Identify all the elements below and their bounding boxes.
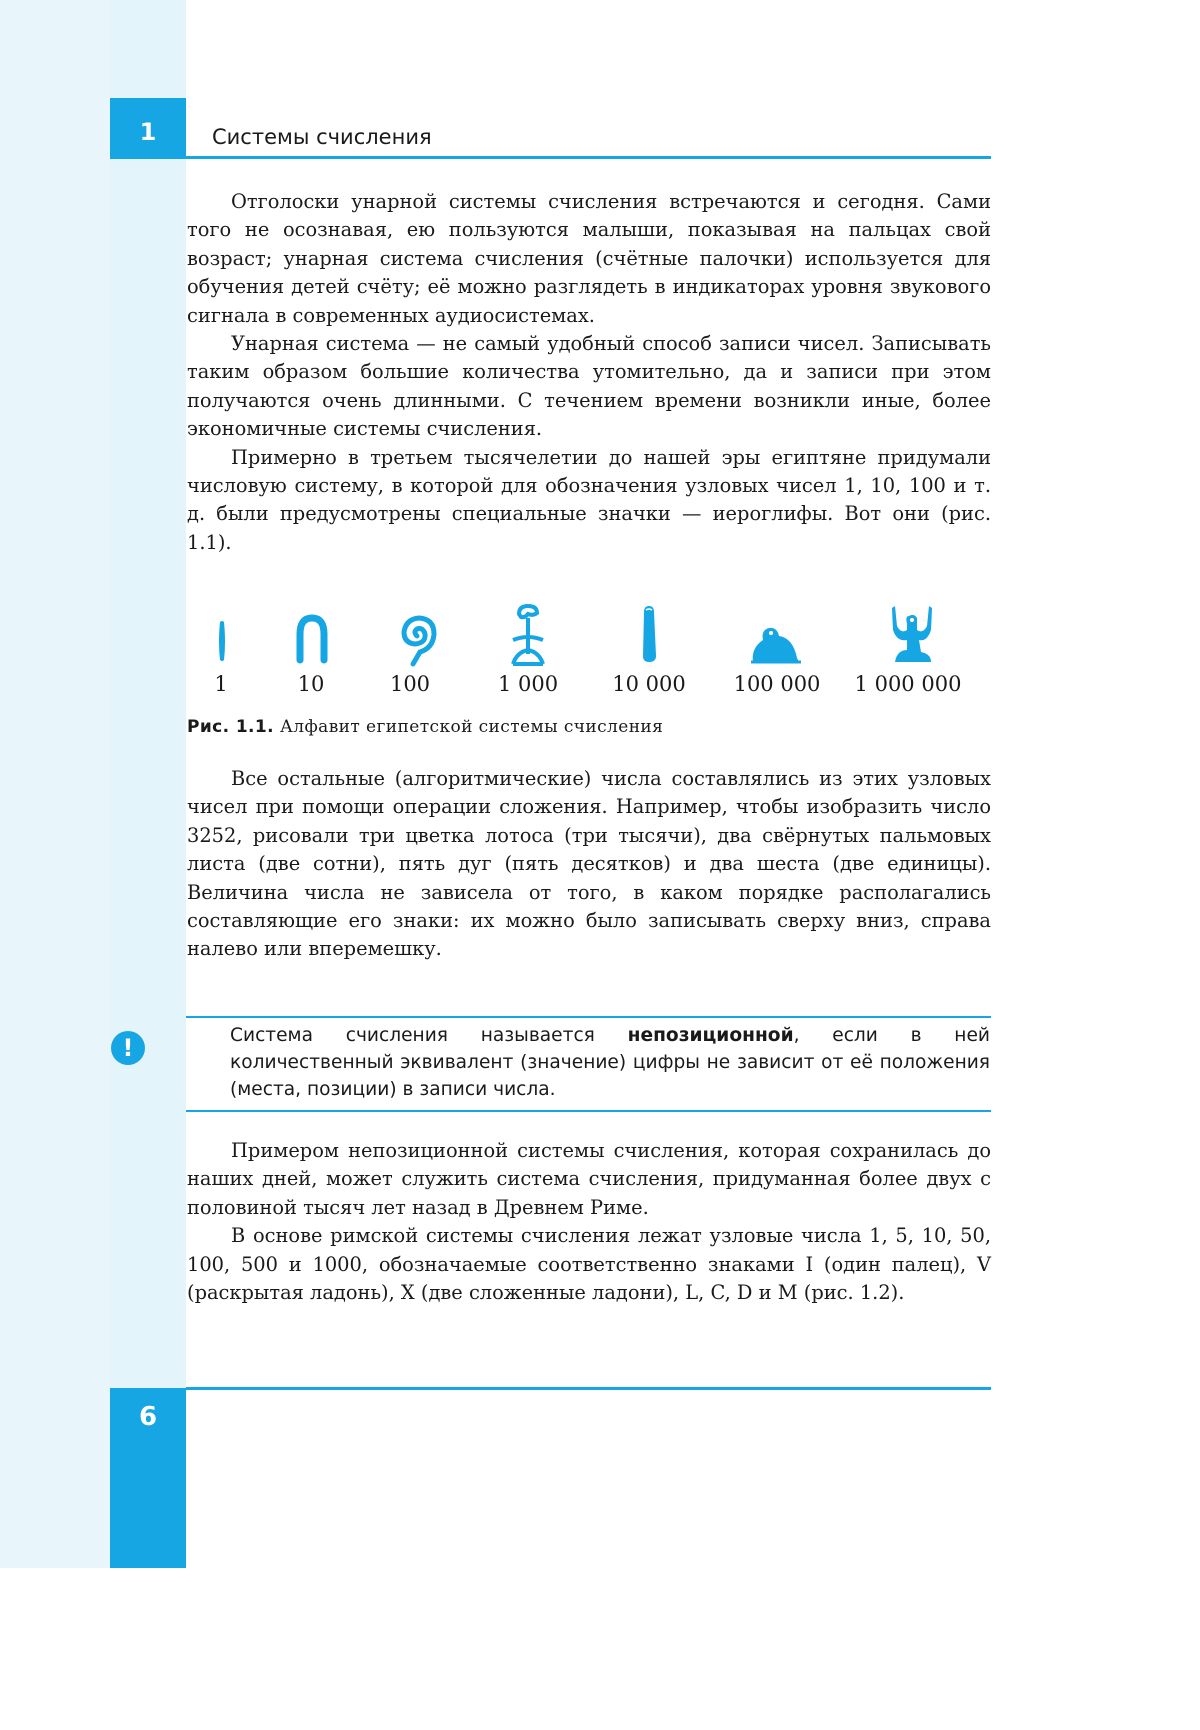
exclamation-icon: !	[111, 1031, 145, 1065]
frog-hieroglyph-icon	[747, 600, 803, 670]
caption-label: Рис. 1.1.	[187, 717, 274, 737]
page-outer-margin	[0, 0, 110, 1568]
paragraph: Примером непозиционной системы счисления, которая сохранилась до наших дней, может служить система счисления, придуманная более двух с половиной тысяч лет назад в Древнем Риме.	[187, 1139, 991, 1219]
arch-hieroglyph-icon	[295, 600, 329, 670]
definition-text	[230, 1022, 990, 1103]
page-number: 6	[138, 1402, 158, 1432]
paragraph: Отголоски унарной системы счисления встречаются и сегодня. Сами того не осознавая, ею пользуются малыши, показывая на пальцах свой возраст; унарная система счисления (счётные палочки) используется для обучения детей счёту; её можно разглядеть в индикаторах уровня звукового сигнала в современных аудиосистемах.	[187, 190, 991, 327]
definition-term: непозиционной	[627, 1025, 794, 1046]
paragraph: Все остальные (алгоритмические) числа составлялись из этих узловых чисел при помощи операции сложения. Например, чтобы изобразить число 3252, рисовали три цветка лотоса (три тысячи), два свёрнутых пальмовых листа (две сотни), пять дуг (пять десятков) и два шеста (две единицы). Величина числа не зависела от того, в каком порядке располагались составляющие его знаки: их можно было записывать сверху вниз, справа налево или вперемешку.	[187, 767, 991, 961]
paragraph: Примерно в третьем тысячелетии до нашей эры египтяне придумали числовую систему, в которой для обозначения узловых чисел 1, 10, 100 и т. д. были предусмотрены специальные значки — иероглифы. Вот они (рис. 1.1).	[187, 445, 991, 554]
numeral-value: 100 000	[733, 672, 821, 696]
numeral-value: 1 000	[497, 672, 559, 696]
chapter-title: Системы счисления	[212, 125, 432, 149]
header-rule	[186, 156, 991, 159]
coil-hieroglyph-icon	[393, 600, 439, 670]
chapter-number: 1	[139, 118, 157, 146]
footer-rule	[186, 1387, 991, 1390]
god-hieroglyph-icon	[887, 600, 937, 670]
paragraph: Унарная система — не самый удобный способ записи чисел. Записывать таким образом большие количества утомительно, да и записи при этом получаются очень длинными. С течением времени возникли иные, более экономичные системы счисления.	[187, 332, 991, 441]
paragraph: В основе римской системы счисления лежат узловые числа 1, 5, 10, 50, 100, 500 и 1000, обозначаемые соответственно знаками I (один палец), V (раскрытая ладонь), X (две сложенные ладони), L, C, D и M (рис. 1.2).	[187, 1224, 991, 1305]
figure-caption	[187, 717, 663, 737]
page-side-strip	[110, 0, 186, 1568]
numeral-value: 10	[297, 672, 325, 696]
intro-text	[187, 188, 991, 557]
numeral-value: 10 000	[612, 672, 686, 696]
finger-hieroglyph-icon	[634, 600, 664, 670]
numeral-value: 1 000 000	[854, 672, 962, 696]
algorithmic-numbers-text	[187, 765, 991, 964]
definition-rest: , если в ней количественный эквивалент (значение) цифры не зависит от её положения (места, позиции) в записи числа.	[230, 1025, 990, 1100]
definition-lead: Система счисления называется	[230, 1025, 628, 1046]
numeral-value: 100	[389, 672, 431, 696]
lotus-hieroglyph-icon	[505, 600, 551, 670]
caption-text: Алфавит египетской системы счисления	[280, 717, 664, 737]
numeral-value: 1	[214, 672, 228, 696]
roman-system-text	[187, 1137, 991, 1307]
staff-hieroglyph-icon	[207, 600, 237, 670]
definition-bottom-rule	[186, 1110, 991, 1112]
egyptian-numerals-figure	[187, 600, 991, 710]
definition-top-rule	[186, 1016, 991, 1018]
